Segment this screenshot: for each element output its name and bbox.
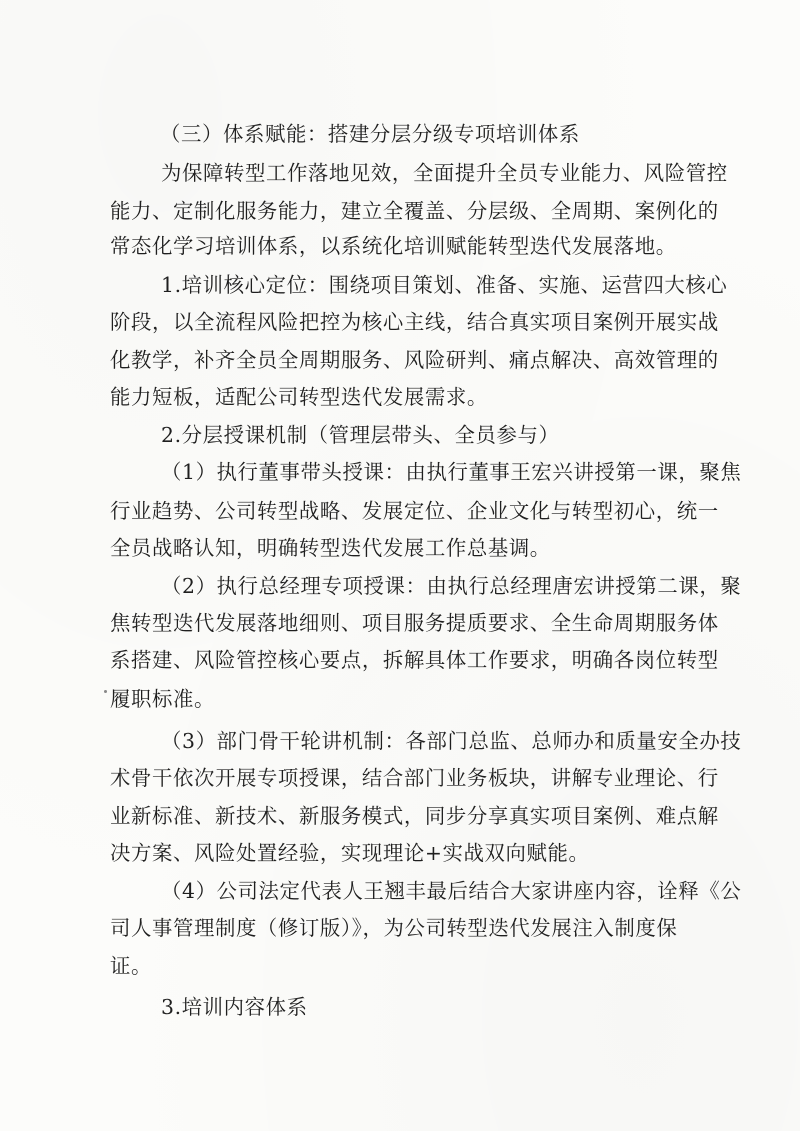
item1-line: 能力短板，适配公司转型迭代发展需求。 xyxy=(110,385,488,409)
item1-line: 阶段，以全流程风险把控为核心主线，结合真实项目案例开展实战 xyxy=(110,310,719,334)
sub1-line: 全员战略认知，明确转型迭代发展工作总基调。 xyxy=(110,536,551,560)
section-heading: （三）体系赋能：搭建分层分级专项培训体系 xyxy=(160,122,580,146)
sub2-line: （2）执行总经理专项授课：由执行总经理唐宏讲授第二课，聚 xyxy=(161,574,742,598)
intro-line: 能力、定制化服务能力，建立全覆盖、分层级、全周期、案例化的 xyxy=(110,199,719,223)
sub2-line: 焦转型迭代发展落地细则、项目服务提质要求、全生命周期服务体 xyxy=(110,611,719,635)
sub3-line: （3）部门骨干轮讲机制：各部门总监、总师办和质量安全办技 xyxy=(161,729,742,753)
sub2-line: 系搭建、风险管控核心要点，拆解具体工作要求，明确各岗位转型 xyxy=(110,648,719,672)
sub3-line: 业新标准、新技术、新服务模式，同步分享真实项目案例、难点解 xyxy=(110,804,719,828)
item1-line: 1.培训核心定位：围绕项目策划、准备、实施、运营四大核心 xyxy=(161,273,728,297)
item3-heading: 3.培训内容体系 xyxy=(161,995,308,1019)
sub3-line: 术骨干依次开展专项授课，结合部门业务板块，讲解专业理论、行 xyxy=(110,766,719,790)
scan-speck xyxy=(104,690,107,693)
sub3-line: 决方案、风险处置经验，实现理论+实战双向赋能。 xyxy=(110,841,590,865)
item1-line: 化教学，补齐全员全周期服务、风险研判、痛点解决、高效管理的 xyxy=(110,348,719,372)
sub4-line: （4）公司法定代表人王翘丰最后结合大家讲座内容，诠释《公 xyxy=(161,879,742,903)
intro-line: 为保障转型工作落地见效，全面提升全员专业能力、风险管控 xyxy=(161,161,728,185)
sub4-line: 司人事管理制度（修订版）》，为公司转型迭代发展注入制度保 xyxy=(110,916,678,940)
sub2-line: 履职标准。 xyxy=(110,687,215,711)
sub1-line: 行业趋势、公司转型战略、发展定位、企业文化与转型初心，统一 xyxy=(110,499,719,523)
item2-heading: 2.分层授课机制（管理层带头、全员参与） xyxy=(161,423,560,447)
sub1-line: （1）执行董事带头授课：由执行董事王宏兴讲授第一课，聚焦 xyxy=(161,460,742,484)
sub4-line: 证。 xyxy=(110,954,152,978)
intro-line: 常态化学习培训体系，以系统化培训赋能转型迭代发展落地。 xyxy=(110,234,677,258)
